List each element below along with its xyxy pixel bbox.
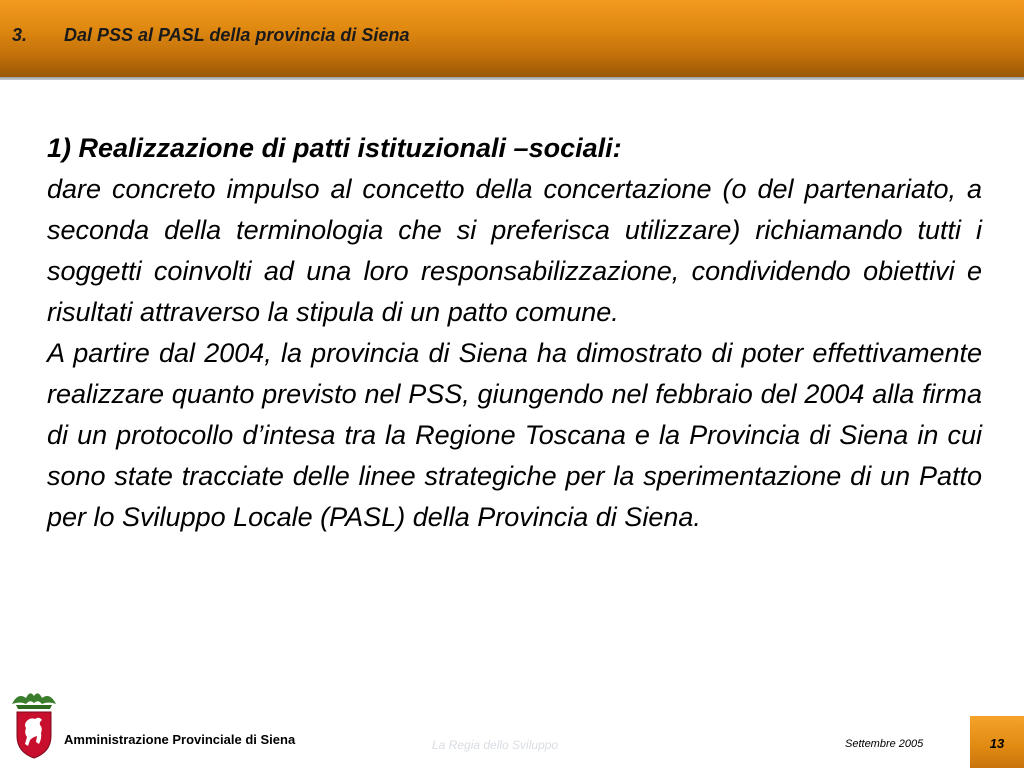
province-coat-of-arms-icon — [8, 690, 60, 762]
section-number: 3. — [12, 25, 28, 45]
page-number-box — [970, 716, 1024, 768]
slide-header-bar — [0, 0, 1024, 77]
footer-center-text: La Regia dello Sviluppo — [432, 738, 559, 752]
slide-body — [47, 128, 982, 538]
body-heading: 1) Realizzazione di patti istituzionali –sociali: — [47, 133, 622, 163]
header-divider — [0, 77, 1024, 80]
slide-title — [12, 25, 409, 46]
section-title: Dal PSS al PASL della provincia di Siena — [64, 25, 410, 45]
page-number: 13 — [989, 736, 1005, 751]
organization-name: Amministrazione Provinciale di Siena — [64, 732, 296, 747]
body-paragraph-1: dare concreto impulso al concetto della concertazione (o del partenariato, a seconda della terminologia che si preferisca utilizzare) richiamando tutti i soggetti coinvolti ad una loro responsabilizzazione, condividendo obiettivi e risultati attraverso la stipula di un patto comune. — [47, 174, 982, 327]
footer-date: Settembre 2005 — [845, 738, 924, 750]
body-paragraph-2: A partire dal 2004, la provincia di Siena ha dimostrato di poter effettivamente realizzare quanto previsto nel PSS, giungendo nel febbraio del 2004 alla firma di un protocollo d’intesa tra la Regione Toscana e la Provincia di Siena in cui sono state tracciate delle linee strategiche per la sperimentazione di un Patto per lo Sviluppo Locale (PASL) della Provincia di Siena. — [47, 338, 982, 532]
